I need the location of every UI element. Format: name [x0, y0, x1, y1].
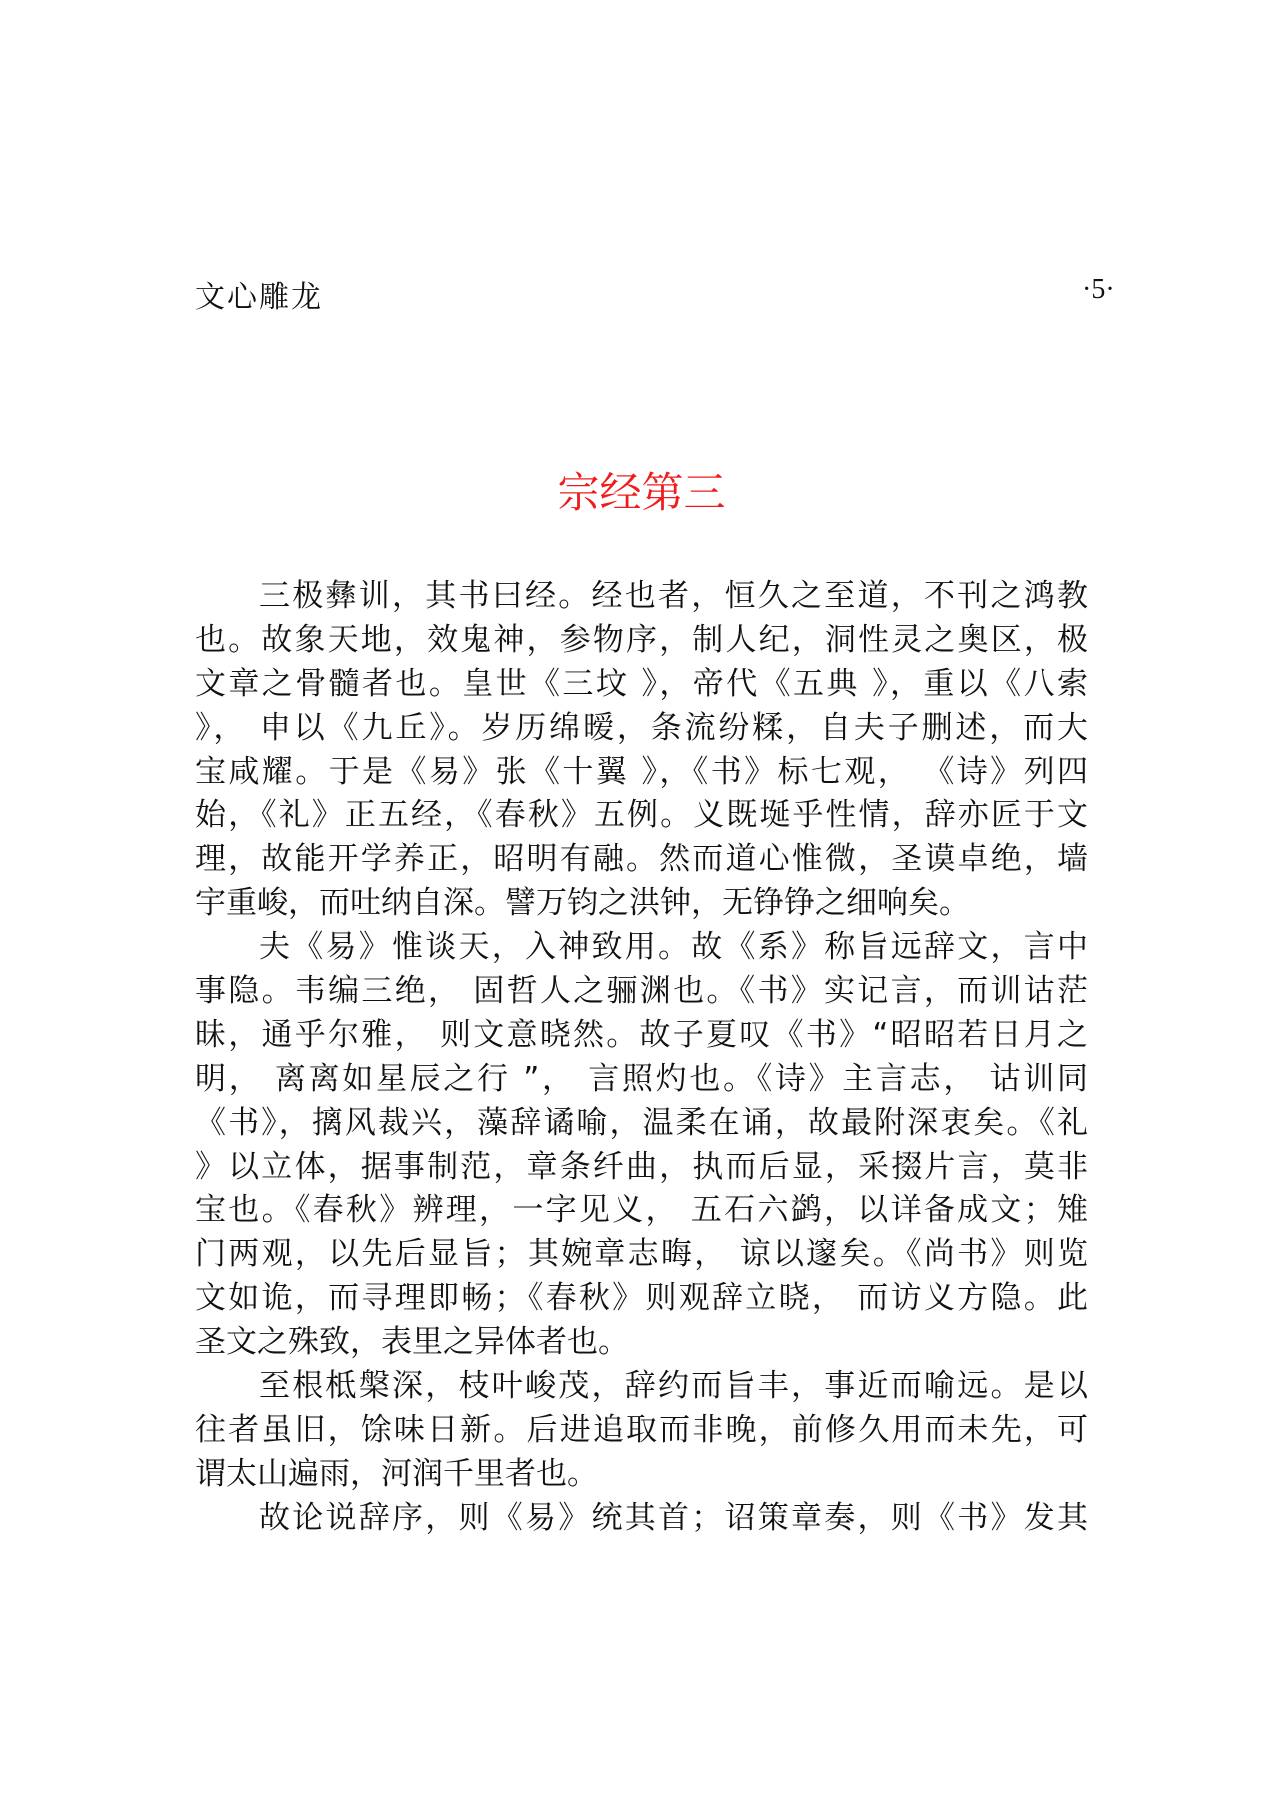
text-line: 始，《礼》正五经，《春秋》五例。义既埏乎性情，辞亦匠于文: [195, 797, 1088, 834]
text-line: 》， 申以《九丘》。岁历绵暧，条流纷糅，自夫子删述，而大: [195, 709, 1088, 746]
text-line: 谓太山遍雨，河润千里者也。: [195, 1455, 598, 1492]
text-line: 往者虽旧，馀味日新。后进追取而非晚，前修久用而未先，可: [195, 1411, 1088, 1448]
text-line: 三极彝训，其书曰经。经也者，恒久之至道，不刊之鸿教: [259, 578, 1088, 614]
text-line: 《书》，摛风裁兴，藻辞谲喻，温柔在诵，故最附深衷矣。《礼: [195, 1104, 1088, 1141]
text-line: 至根柢槃深，枝叶峻茂，辞约而旨丰，事近而喻远。是以: [259, 1368, 1088, 1405]
text-line: 文章之骨髓者也。皇世《三坟 》，帝代《五典 》，重以《八索: [195, 665, 1088, 702]
text-line: 》以立体，据事制范，章条纤曲，执而后显，采掇片言，莫非: [195, 1148, 1088, 1185]
text-line: 理，故能开学养正，昭明有融。然而道心惟微，圣谟卓绝，墙: [195, 841, 1088, 878]
text-line: 也。故象天地，效鬼神，参物序，制人纪，洞性灵之奥区，极: [195, 621, 1088, 658]
text-line: 事隐。韦编三绝， 固哲人之骊渊也。《书》实记言，而训诂茫: [195, 973, 1088, 1010]
text-line: 昧，通乎尔雅， 则文意晓然。故子夏叹《书》“昭昭若日月之: [195, 1016, 1088, 1053]
text-line: 门两观，以先后显旨；其婉章志晦， 谅以邃矣。《尚书》则览: [195, 1236, 1088, 1273]
text-line: 宇重峻，而吐纳自深。譬万钧之洪钟，无铮铮之细响矣。: [195, 885, 970, 922]
text-line: 文如诡，而寻理即畅；《春秋》则观辞立晓， 而访义方隐。此: [195, 1280, 1088, 1317]
text-line: 圣文之殊致，表里之异体者也。: [195, 1324, 629, 1361]
text-line: 宝也。《春秋》辨理，一字见义， 五石六鹢，以详备成文；雉: [195, 1192, 1088, 1229]
text-line: 故论说辞序，则《易》统其首；诏策章奏，则《书》发其: [259, 1499, 1088, 1536]
text-line: 夫《易》惟谈天，入神致用。故《系》称旨远辞文，言中: [259, 929, 1088, 966]
text-line: 宝咸耀。于是《易》张《十翼 》，《书》标七观， 《诗》列四: [195, 753, 1088, 790]
text-line: 明， 离离如星辰之行 ”， 言照灼也。《诗》主言志， 诂训同: [195, 1060, 1088, 1097]
body-text: [195, 575, 1088, 1541]
running-header-title: 文心雕龙: [195, 280, 323, 315]
page-number: ·5·: [1082, 274, 1115, 305]
chapter-title: 宗经第三: [557, 468, 726, 517]
